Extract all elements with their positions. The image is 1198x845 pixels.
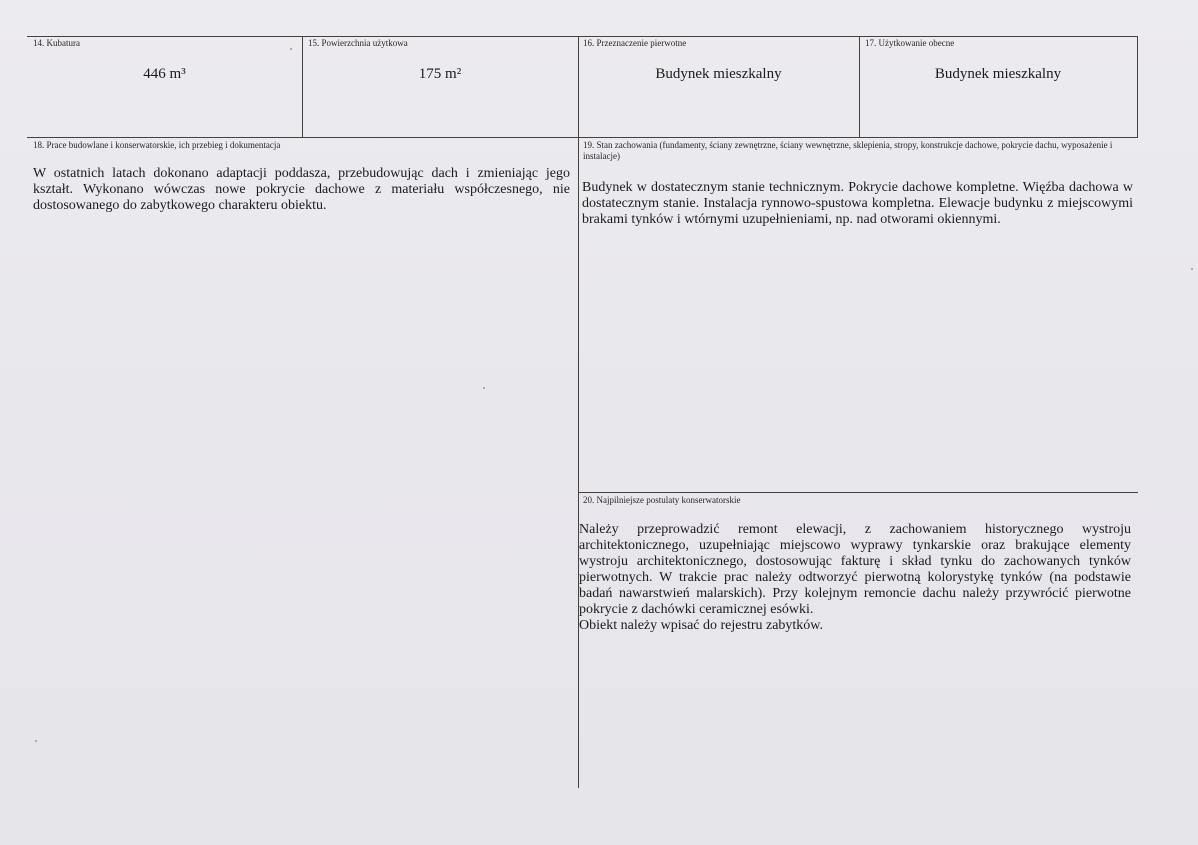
field-19-text <box>582 180 1133 228</box>
field-20-label: 20. Najpilniejsze postulaty konserwatorskie <box>583 495 741 505</box>
field-14-label: 14. Kubatura <box>33 38 80 48</box>
field-15-value: 175 m² <box>418 66 462 82</box>
scan-speck <box>290 48 292 50</box>
field-16-value: Budynek mieszkalny <box>655 66 782 82</box>
column-divider-17 <box>859 36 860 137</box>
field-14-value: 446 m³ <box>143 66 186 82</box>
field-18-paragraph: W ostatnich latach dokonano adaptacji poddasza, przebudowując dach i zmieniając jego kształt. Wykonano wówczas nowe pokrycie dachowe z materiału współczesnego, nie dostosowanego do zabytkowego charakteru obiektu. <box>33 166 570 213</box>
field-17-value: Budynek mieszkalny <box>934 66 1062 82</box>
field-20-paragraph: Należy przeprowadzić remont elewacji, z zachowaniem historycznego wystroju architektonicznego, uzupełniając miejscowo wyprawy tynkarskie oraz brakujące elementy wystroju architektonicznego, dostosowując fakturę i skład tynku do zachowanych tynków pierwotnych. W trakcie prac należy odtworzyć pierwotną kolorystykę tynków (na podstawie badań nawarstwień malarskich). Przy kolejnym remoncie dachu należy przywrócić pierwotne pokrycie z dachówki ceramicznej esówki. <box>579 522 1131 617</box>
scan-speck <box>483 387 485 389</box>
scan-speck <box>35 740 37 742</box>
section-20-divider <box>578 492 1138 493</box>
column-divider-main <box>578 36 579 788</box>
field-19-label: 19. Stan zachowania (fundamenty, ściany zewnętrzne, ściany wewnętrzne, sklepienia, stropy, konstrukcje dachowe, pokrycie dachu, wyposażenie i instalacje) <box>583 140 1113 161</box>
field-17-label: 17. Użytkowanie obecne <box>865 38 955 48</box>
field-18-text <box>33 166 570 214</box>
field-15-label: 15. Powierzchnia użytkowa <box>308 38 408 48</box>
scan-speck <box>1191 268 1193 270</box>
top-rule <box>27 36 1138 37</box>
column-divider-15 <box>302 36 303 137</box>
field-19-paragraph: Budynek w dostatecznym stanie technicznym. Pokrycie dachowe kompletne. Więźba dachowa w dostatecznym stanie. Instalacja rynnowo-spustowa kompletna. Elewacje budynku z miejscowymi brakami tynków i wtórnymi uzupełnieniami, np. nad otworami okiennymi. <box>582 180 1133 227</box>
field-20-text <box>579 522 1131 634</box>
row-divider <box>27 137 1138 138</box>
right-edge-rule <box>1137 36 1138 137</box>
field-16-label: 16. Przeznaczenie pierwotne <box>583 38 687 48</box>
field-20-paragraph-2: Obiekt należy wpisać do rejestru zabytków. <box>579 618 824 633</box>
field-18-label: 18. Prace budowlane i konserwatorskie, ich przebieg i dokumentacja <box>33 140 281 150</box>
